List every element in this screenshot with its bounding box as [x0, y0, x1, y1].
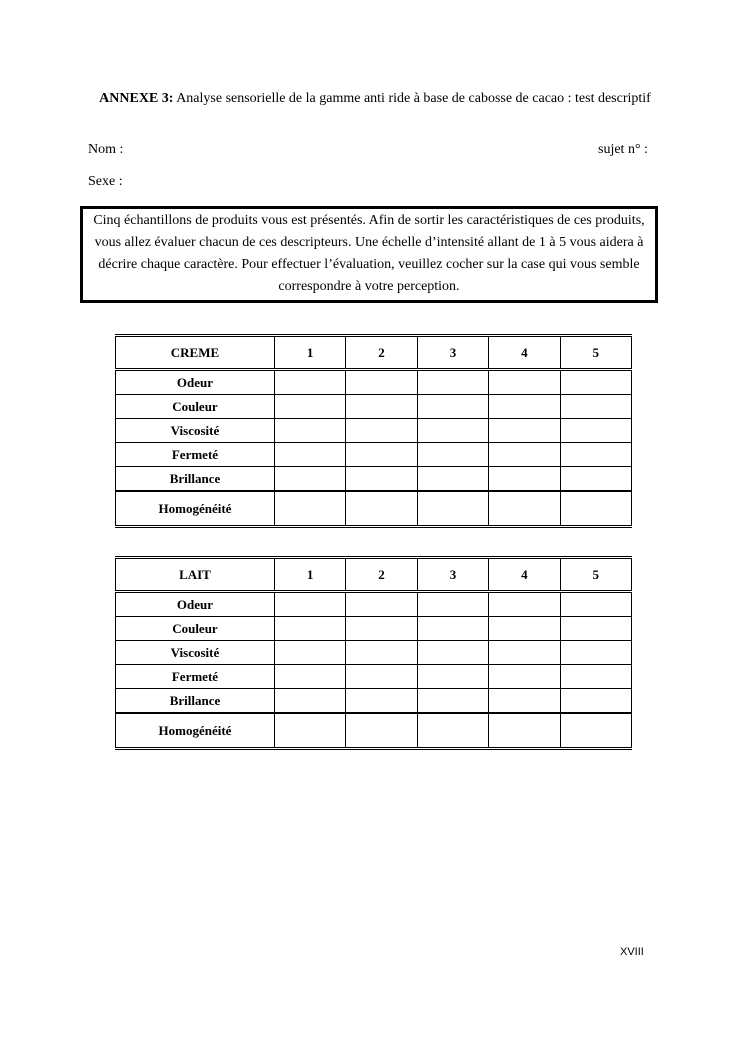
rating-cell[interactable]	[417, 467, 488, 492]
scale-2-header: 2	[346, 336, 417, 370]
descriptor-label: Odeur	[116, 592, 275, 617]
rating-cell[interactable]	[417, 592, 488, 617]
rating-cell[interactable]	[346, 617, 417, 641]
rating-cell[interactable]	[346, 689, 417, 714]
table-row	[116, 370, 632, 395]
rating-cell[interactable]	[274, 592, 345, 617]
rating-cell[interactable]	[346, 665, 417, 689]
page-number: XVIII	[620, 946, 644, 958]
descriptor-label: Homogénéité	[116, 713, 275, 749]
rating-cell[interactable]	[274, 617, 345, 641]
table-row	[116, 395, 632, 419]
scale-5-header: 5	[560, 558, 631, 592]
evaluation-table-creme	[115, 334, 632, 528]
rating-cell[interactable]	[489, 395, 560, 419]
rating-cell[interactable]	[274, 491, 345, 527]
rating-cell[interactable]	[346, 592, 417, 617]
rating-cell[interactable]	[560, 395, 631, 419]
nom-label: Nom :	[88, 142, 124, 157]
rating-cell[interactable]	[489, 689, 560, 714]
scale-2-header: 2	[346, 558, 417, 592]
scale-4-header: 4	[489, 558, 560, 592]
rating-cell[interactable]	[489, 665, 560, 689]
sujet-label: sujet n° :	[598, 142, 648, 157]
table-row	[116, 491, 632, 527]
scale-5-header: 5	[560, 336, 631, 370]
descriptor-label: Viscosité	[116, 641, 275, 665]
rating-cell[interactable]	[417, 713, 488, 749]
rating-cell[interactable]	[274, 419, 345, 443]
rating-cell[interactable]	[560, 592, 631, 617]
descriptor-label: Couleur	[116, 395, 275, 419]
table-row	[116, 467, 632, 492]
descriptor-label: Fermeté	[116, 665, 275, 689]
instructions-box: Cinq échantillons de produits vous est présentés. Afin de sortir les caractéristiques de ces produits, vous allez évaluer chacun de ces descripteurs. Une échelle d’intensité allant de 1 à 5 vous aidera à décrire chaque caractère. Pour effectuer l’évaluation, veuillez cocher sur la case qui vous semble correspondre à votre perception.	[80, 206, 658, 303]
rating-cell[interactable]	[274, 443, 345, 467]
evaluation-table-lait	[115, 556, 632, 750]
rating-cell[interactable]	[346, 641, 417, 665]
title-text: Analyse sensorielle de la gamme anti ride à base de cabosse de cacao : test descriptif	[176, 91, 651, 106]
page-title	[90, 89, 660, 108]
scale-1-header: 1	[274, 336, 345, 370]
table-header-row	[116, 558, 632, 592]
annexe-label: ANNEXE 3:	[99, 91, 174, 106]
rating-cell[interactable]	[417, 370, 488, 395]
scale-3-header: 3	[417, 558, 488, 592]
rating-cell[interactable]	[560, 617, 631, 641]
scale-4-header: 4	[489, 336, 560, 370]
rating-cell[interactable]	[417, 419, 488, 443]
rating-cell[interactable]	[417, 665, 488, 689]
descriptor-label: Homogénéité	[116, 491, 275, 527]
rating-cell[interactable]	[274, 689, 345, 714]
rating-cell[interactable]	[560, 491, 631, 527]
rating-cell[interactable]	[560, 689, 631, 714]
sexe-label: Sexe :	[88, 174, 123, 189]
rating-cell[interactable]	[417, 491, 488, 527]
rating-cell[interactable]	[560, 419, 631, 443]
descriptor-label: Fermeté	[116, 443, 275, 467]
rating-cell[interactable]	[346, 395, 417, 419]
rating-cell[interactable]	[560, 467, 631, 492]
rating-cell[interactable]	[489, 443, 560, 467]
descriptor-label: Viscosité	[116, 419, 275, 443]
rating-cell[interactable]	[346, 491, 417, 527]
table-header-row	[116, 336, 632, 370]
rating-cell[interactable]	[274, 641, 345, 665]
rating-cell[interactable]	[346, 419, 417, 443]
rating-cell[interactable]	[346, 467, 417, 492]
table-row	[116, 689, 632, 714]
rating-cell[interactable]	[274, 467, 345, 492]
rating-cell[interactable]	[417, 395, 488, 419]
rating-cell[interactable]	[489, 419, 560, 443]
rating-cell[interactable]	[560, 641, 631, 665]
rating-cell[interactable]	[274, 665, 345, 689]
table-row	[116, 443, 632, 467]
rating-cell[interactable]	[489, 491, 560, 527]
product-name: CREME	[116, 336, 275, 370]
rating-cell[interactable]	[489, 617, 560, 641]
descriptor-label: Brillance	[116, 689, 275, 714]
rating-cell[interactable]	[346, 370, 417, 395]
rating-cell[interactable]	[489, 641, 560, 665]
rating-cell[interactable]	[274, 713, 345, 749]
product-name: LAIT	[116, 558, 275, 592]
scale-1-header: 1	[274, 558, 345, 592]
rating-cell[interactable]	[489, 370, 560, 395]
rating-cell[interactable]	[274, 370, 345, 395]
rating-cell[interactable]	[560, 713, 631, 749]
rating-cell[interactable]	[560, 370, 631, 395]
scale-3-header: 3	[417, 336, 488, 370]
descriptor-label: Couleur	[116, 617, 275, 641]
rating-cell[interactable]	[417, 641, 488, 665]
rating-cell[interactable]	[489, 467, 560, 492]
rating-cell[interactable]	[417, 617, 488, 641]
rating-cell[interactable]	[489, 713, 560, 749]
table-row	[116, 617, 632, 641]
table-row	[116, 713, 632, 749]
rating-cell[interactable]	[560, 665, 631, 689]
table-row	[116, 592, 632, 617]
descriptor-label: Odeur	[116, 370, 275, 395]
table-row	[116, 419, 632, 443]
table-row	[116, 641, 632, 665]
table-row	[116, 665, 632, 689]
rating-cell[interactable]	[489, 592, 560, 617]
rating-cell[interactable]	[274, 395, 345, 419]
descriptor-label: Brillance	[116, 467, 275, 492]
rating-cell[interactable]	[417, 689, 488, 714]
rating-cell[interactable]	[417, 443, 488, 467]
rating-cell[interactable]	[346, 713, 417, 749]
rating-cell[interactable]	[346, 443, 417, 467]
rating-cell[interactable]	[560, 443, 631, 467]
